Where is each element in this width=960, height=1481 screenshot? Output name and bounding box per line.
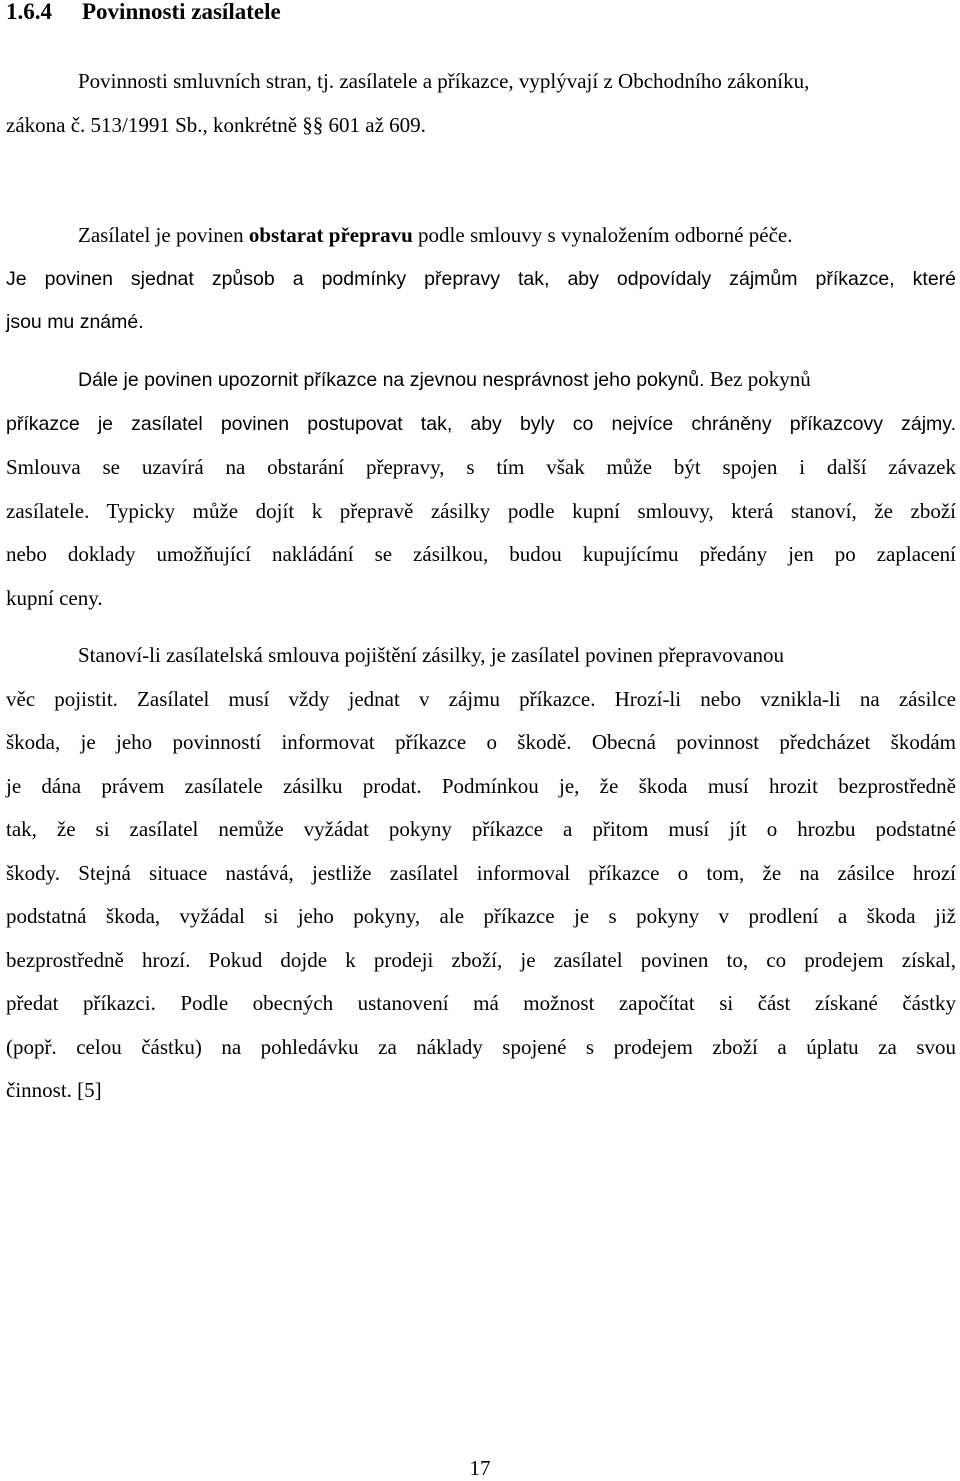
paragraph-4-line-4: je dána právem zasílatele zásilku prodat. Podmínkou je, že škoda musí hrozit bezprostředně xyxy=(6,773,956,798)
paragraph-4-line-11: činnost. [5] xyxy=(6,1078,102,1102)
page-number: 17 xyxy=(469,1456,491,1480)
paragraph-4-line-8: bezprostředně hrozí. Pokud dojde k prodeji zboží, je zasílatel povinen to, co prodejem získal, xyxy=(6,947,956,972)
paragraph-4-line-1: Stanoví-li zasílatelská smlouva pojištění zásilky, je zasílatel povinen přepravovanou xyxy=(78,643,785,667)
paragraph-2-line-3: jsou mu známé. xyxy=(6,311,144,333)
paragraph-1-line-2: zákona č. 513/1991 Sb., konkrétně §§ 601 až 609. xyxy=(6,112,426,137)
paragraph-4-line-7: podstatná škoda, vyžádal si jeho pokyny, ale příkazce je s pokyny v prodlení a škoda již xyxy=(6,904,956,928)
paragraph-3-line-5: nebo doklady umožňující nakládání se zásilkou, budou kupujícímu předány jen po zaplacení xyxy=(6,542,956,566)
paragraph-3-line-3: Smlouva se uzavírá na obstarání přepravy, s tím však může být spojen i další závazek xyxy=(6,455,956,479)
paragraph-2-line-2: Je povinen sjednat způsob a podmínky přepravy tak, aby odpovídaly zájmům příkazce, které xyxy=(6,267,956,290)
paragraph-2-line-1: Zasílatel je povinen obstarat přepravu podle smlouvy s vynaložením odborné péče. xyxy=(78,223,793,247)
paragraph-3 xyxy=(6,358,956,620)
paragraph-3-line-4: zasílatele. Typicky může dojít k přepravě zásilky podle kupní smlouvy, která stanoví, že zboží xyxy=(6,498,956,523)
paragraph-3-line-6: kupní ceny. xyxy=(6,585,103,610)
paragraph-3-line-1: Dále je povinen upozornit příkazce na zjevnou nesprávnost jeho pokynů. Bez pokynů xyxy=(78,367,811,391)
paragraph-4 xyxy=(6,634,956,1113)
section-title: Povinnosti zasílatele xyxy=(82,0,281,24)
paragraph-4-line-3: škoda, je jeho povinností informovat příkazce o škodě. Obecná povinnost předcházet škodám xyxy=(6,730,956,754)
paragraph-1-line-1: Povinnosti smluvních stran, tj. zasílatele a příkazce, vyplývají z Obchodního zákoníku, xyxy=(78,69,810,93)
section-number: 1.6.4 xyxy=(6,0,52,24)
paragraph-4-line-9: předat příkazci. Podle obecných ustanovení má možnost započítat si část získané částky xyxy=(6,991,956,1015)
paragraph-2 xyxy=(6,214,956,345)
bold-emphasis: obstarat přepravu xyxy=(248,223,413,247)
paragraph-3-line-2: příkazce je zasílatel povinen postupovat tak, aby byly co nejvíce chráněny příkazcovy zájmy. xyxy=(6,412,956,435)
paragraph-1 xyxy=(6,60,956,147)
paragraph-4-line-2: věc pojistit. Zasílatel musí vždy jednat v zájmu příkazce. Hrozí-li nebo vznikla-li na zásilce xyxy=(6,686,956,711)
paragraph-4-line-5: tak, že si zasílatel nemůže vyžádat pokyny příkazce a přitom musí jít o hrozbu podstatné xyxy=(6,817,956,841)
section-heading xyxy=(6,0,281,26)
paragraph-4-line-10: (popř. celou částku) na pohledávku za náklady spojené s prodejem zboží a úplatu za svou xyxy=(6,1034,956,1059)
paragraph-4-line-6: škody. Stejná situace nastává, jestliže zasílatel informoval příkazce o tom, že na zásilce hrozí xyxy=(6,860,956,885)
